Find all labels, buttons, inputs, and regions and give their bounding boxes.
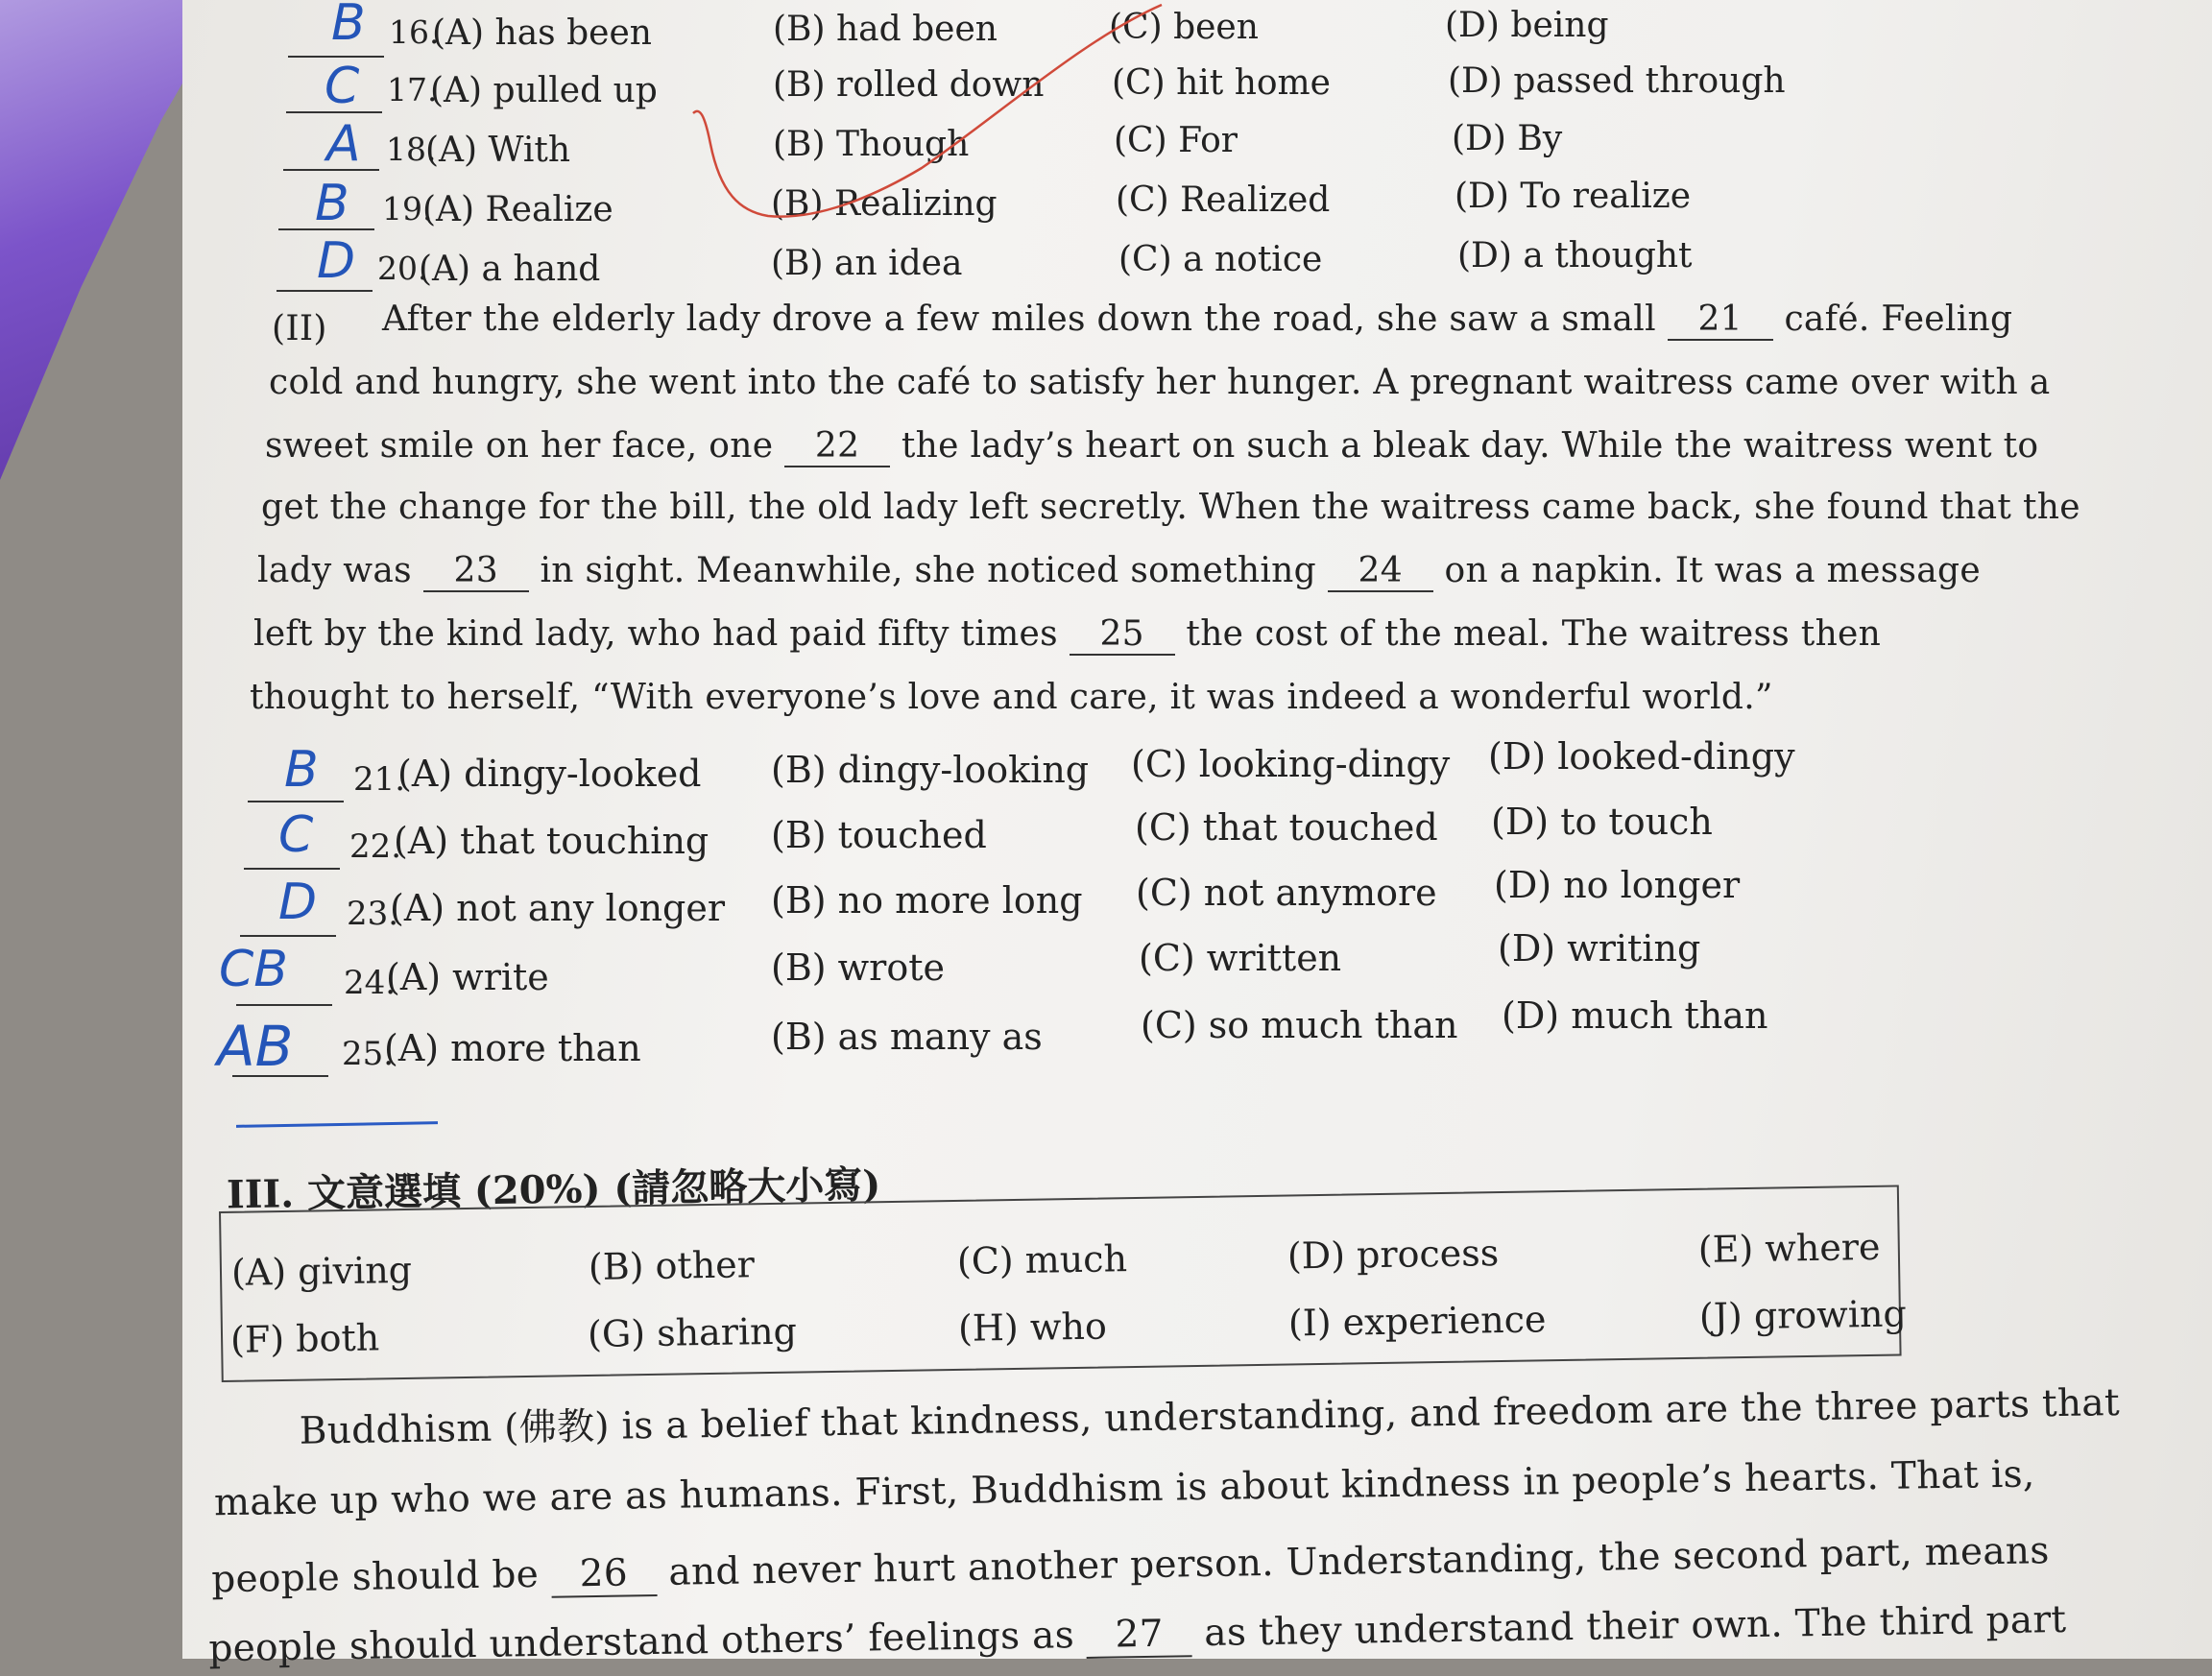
option-d: (D) being	[1445, 6, 1609, 45]
handwritten-answer: C	[325, 58, 360, 115]
word-bank-item: (I) experience	[1287, 1298, 1547, 1345]
option-a: (A) that touching	[394, 820, 709, 862]
question-number: 22.	[349, 827, 402, 866]
option-a: (A) a hand	[419, 250, 601, 289]
option-b: (B) touched	[771, 814, 987, 856]
passage-line-1: Buddhism (佛教) is a belief that kindness, understanding, and freedom are the three parts that	[299, 1381, 2121, 1453]
word-bank-item: (D) process	[1286, 1232, 1500, 1278]
passage-line-7: thought to herself, “With everyone’s love and care, it was indeed a wonderful world.”	[250, 678, 1773, 717]
option-b: (B) Though	[773, 125, 970, 164]
option-a: (A) pulled up	[430, 71, 658, 110]
option-b: (B) dingy-looking	[771, 749, 1090, 791]
option-a: (A) more than	[384, 1027, 641, 1069]
blank-25: 25	[1070, 614, 1175, 656]
handwritten-answer: D	[317, 232, 356, 290]
handwritten-answer: AB	[217, 1014, 294, 1079]
question-number: 17.	[387, 71, 438, 108]
word-bank-item: (C) much	[956, 1237, 1128, 1282]
option-c: (C) looking-dingy	[1131, 743, 1451, 785]
question-number: 18.	[386, 131, 437, 168]
option-d: (D) passed through	[1448, 61, 1786, 101]
question-number: 24.	[344, 964, 397, 1002]
handwritten-answer: A	[326, 115, 361, 173]
handwritten-answer: C	[278, 806, 314, 864]
option-d: (D) writing	[1498, 927, 1701, 970]
option-c: (C) not anymore	[1136, 872, 1437, 914]
blank-21: 21	[1668, 299, 1773, 341]
word-bank-item: (B) other	[588, 1243, 756, 1288]
option-c: (C) been	[1109, 8, 1259, 47]
word-bank-item: (A) giving	[230, 1248, 413, 1294]
handwritten-answer: B	[284, 741, 319, 799]
option-c: (C) Realized	[1116, 180, 1331, 220]
option-b: (B) no more long	[771, 879, 1083, 922]
option-c: (C) so much than	[1141, 1004, 1458, 1046]
question-number: 21.	[353, 760, 406, 799]
question-number: 16.	[389, 13, 440, 51]
handwritten-answer: B	[315, 175, 349, 232]
question-number: 23.	[347, 895, 399, 933]
option-d: (D) no longer	[1494, 864, 1741, 906]
handwritten-answer: D	[278, 874, 318, 931]
option-b: (B) had been	[773, 10, 998, 49]
blank-26: 26	[550, 1551, 657, 1598]
passage-line-1: After the elderly lady drove a few miles down the road, she saw a small 21 café. Feeling	[382, 299, 2013, 339]
passage-line-6: left by the kind lady, who had paid fifty times 25 the cost of the meal. The waitress then	[253, 614, 1882, 654]
option-d: (D) to touch	[1491, 801, 1713, 843]
option-d: (D) a thought	[1457, 236, 1693, 275]
option-d: (D) much than	[1502, 994, 1768, 1037]
question-number: 25.	[342, 1035, 395, 1073]
option-a: (A) write	[386, 956, 549, 998]
question-number: 19.	[382, 190, 433, 227]
word-bank-item: (G) sharing	[587, 1309, 798, 1355]
section-title: III. 文意選填 (20%) (請忽略大小寫)	[226, 1161, 881, 1218]
blank-27: 27	[1086, 1612, 1192, 1659]
option-b: (B) Realizing	[771, 184, 998, 224]
passage-line-4: people should understand others’ feelings as 27 as they understand their own. The third part	[208, 1597, 2067, 1671]
option-a: (A) not any longer	[390, 887, 726, 929]
option-a: (A) has been	[432, 13, 652, 53]
blank-23: 23	[423, 551, 529, 592]
passage-line-3: sweet smile on her face, one 22 the lady’s heart on such a bleak day. While the waitress went to	[265, 426, 2039, 466]
passage-label: (II)	[272, 309, 327, 348]
option-c: (C) that touched	[1135, 806, 1438, 849]
option-b: (B) an idea	[771, 244, 963, 283]
word-bank-item: (H) who	[957, 1305, 1108, 1350]
option-d: (D) To realize	[1455, 177, 1692, 216]
option-d: (D) looked-dingy	[1488, 735, 1795, 778]
option-b: (B) as many as	[771, 1016, 1043, 1058]
handwritten-answer: B	[331, 0, 366, 52]
option-a: (A) dingy-looked	[397, 753, 702, 795]
option-c: (C) For	[1114, 121, 1238, 160]
passage-line-5: lady was 23 in sight. Meanwhile, she noticed something 24 on a napkin. It was a message	[257, 551, 1981, 590]
option-b: (B) rolled down	[773, 65, 1045, 105]
word-bank-item: (E) where	[1697, 1225, 1881, 1271]
blank-22: 22	[784, 426, 890, 467]
option-c: (C) hit home	[1112, 63, 1331, 103]
option-b: (B) wrote	[771, 946, 945, 989]
question-number: 20.	[377, 250, 428, 287]
option-c: (C) written	[1139, 937, 1342, 979]
word-bank-item: (J) growing	[1698, 1292, 1908, 1338]
blank-24: 24	[1328, 551, 1433, 592]
option-c: (C) a notice	[1118, 240, 1323, 279]
passage-line-2: cold and hungry, she went into the café to satisfy her hunger. A pregnant waitress came over with a	[269, 363, 2051, 402]
passage-line-2: make up who we are as humans. First, Buddhism is about kindness in people’s hearts. That is,	[213, 1452, 2035, 1525]
option-d: (D) By	[1452, 119, 1563, 158]
option-a: (A) With	[425, 131, 571, 170]
passage-line-4: get the change for the bill, the old lady left secretly. When the waitress came back, she found that the	[261, 488, 2080, 527]
passage-line-3: people should be 26 and never hurt another person. Understanding, the second part, means	[210, 1529, 2050, 1602]
word-bank-item: (F) both	[229, 1316, 380, 1361]
option-a: (A) Realize	[422, 190, 613, 229]
handwritten-answer: CB	[219, 941, 288, 998]
